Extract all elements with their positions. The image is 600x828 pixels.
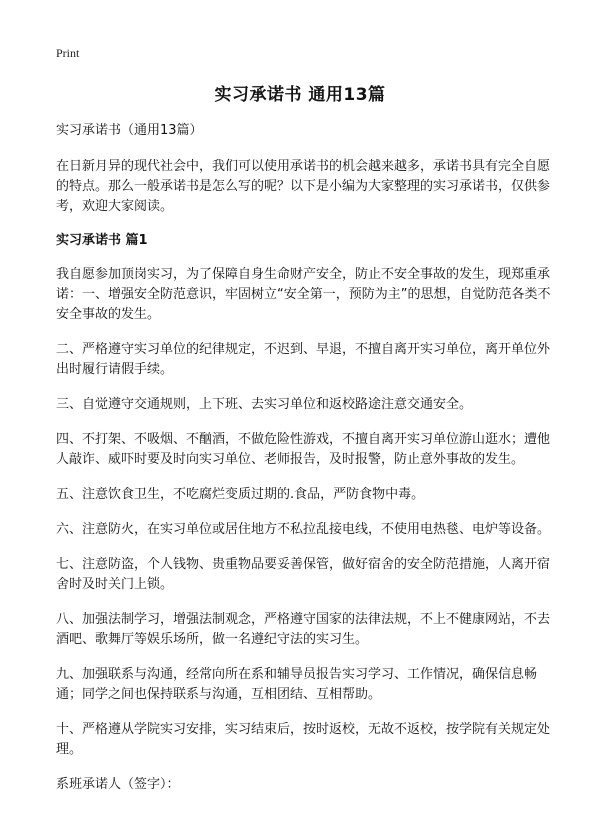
paragraph-2: 二、严格遵守实习单位的纪律规定，不迟到、早退，不擅自离开实习单位，离开单位外出时履行请假手续。 [56,342,551,377]
signature-line: 系班承诺人（签字）： [56,777,180,792]
document-body [56,121,553,810]
section-heading: 实习承诺书 篇1 [56,233,148,248]
print-link[interactable]: Print [56,46,80,60]
paragraph-6: 六、注意防火，在实习单位或居住地方不私拉乱接电线，不使用电热毯、电炉等设备。 [56,522,551,537]
paragraph-10: 十、严格遵从学院实习安排，实习结束后，按时返校，无故不返校，按学院有关规定处理。 [56,722,551,757]
intro-paragraph: 在日新月异的现代社会中，我们可以使用承诺书的机会越来越多，承诺书具有完全自愿的特点。那么一般承诺书是怎么写的呢？以下是小编为大家整理的实习承诺书，仅供参考，欢迎大家阅读。 [56,159,551,214]
paragraph-7: 七、注意防盗，个人钱物、贵重物品要妥善保管，做好宿舍的安全防范措施，人离开宿舍时及时关门上锁。 [56,557,551,592]
paragraph-8: 八、加强法制学习，增强法制观念，严格遵守国家的法律法规，不上不健康网站，不去酒吧、歌舞厅等娱乐场所，做一名遵纪守法的实习生。 [56,612,551,647]
paragraph-4: 四、不打架、不吸烟、不酗酒，不做危险性游戏，不擅自离开实习单位游山逛水；遭他人敲诈、威吓时要及时向实习单位、老师报告，及时报警，防止意外事故的发生。 [56,432,551,467]
paragraph-5: 五、注意饮食卫生，不吃腐烂变质过期的.食品，严防食物中毒。 [56,487,425,502]
page-title: 实习承诺书 通用13篇 [214,85,386,105]
document-subtitle: 实习承诺书（通用13篇） [56,123,203,138]
paragraph-3: 三、自觉遵守交通规则，上下班、去实习单位和返校路途注意交通安全。 [56,397,473,412]
paragraph-1: 我自愿参加顶岗实习，为了保障自身生命财产安全，防止不安全事故的发生，现郑重承诺：一、增强安全防范意识，牢固树立“安全第一，预防为主”的思想，自觉防范各类不安全事故的发生。 [56,267,551,322]
paragraph-9: 九、加强联系与沟通，经常向所在系和辅导员报告实习学习、工作情况，确保信息畅通；同学之间也保持联系与沟通，互相团结、互相帮助。 [56,667,538,702]
